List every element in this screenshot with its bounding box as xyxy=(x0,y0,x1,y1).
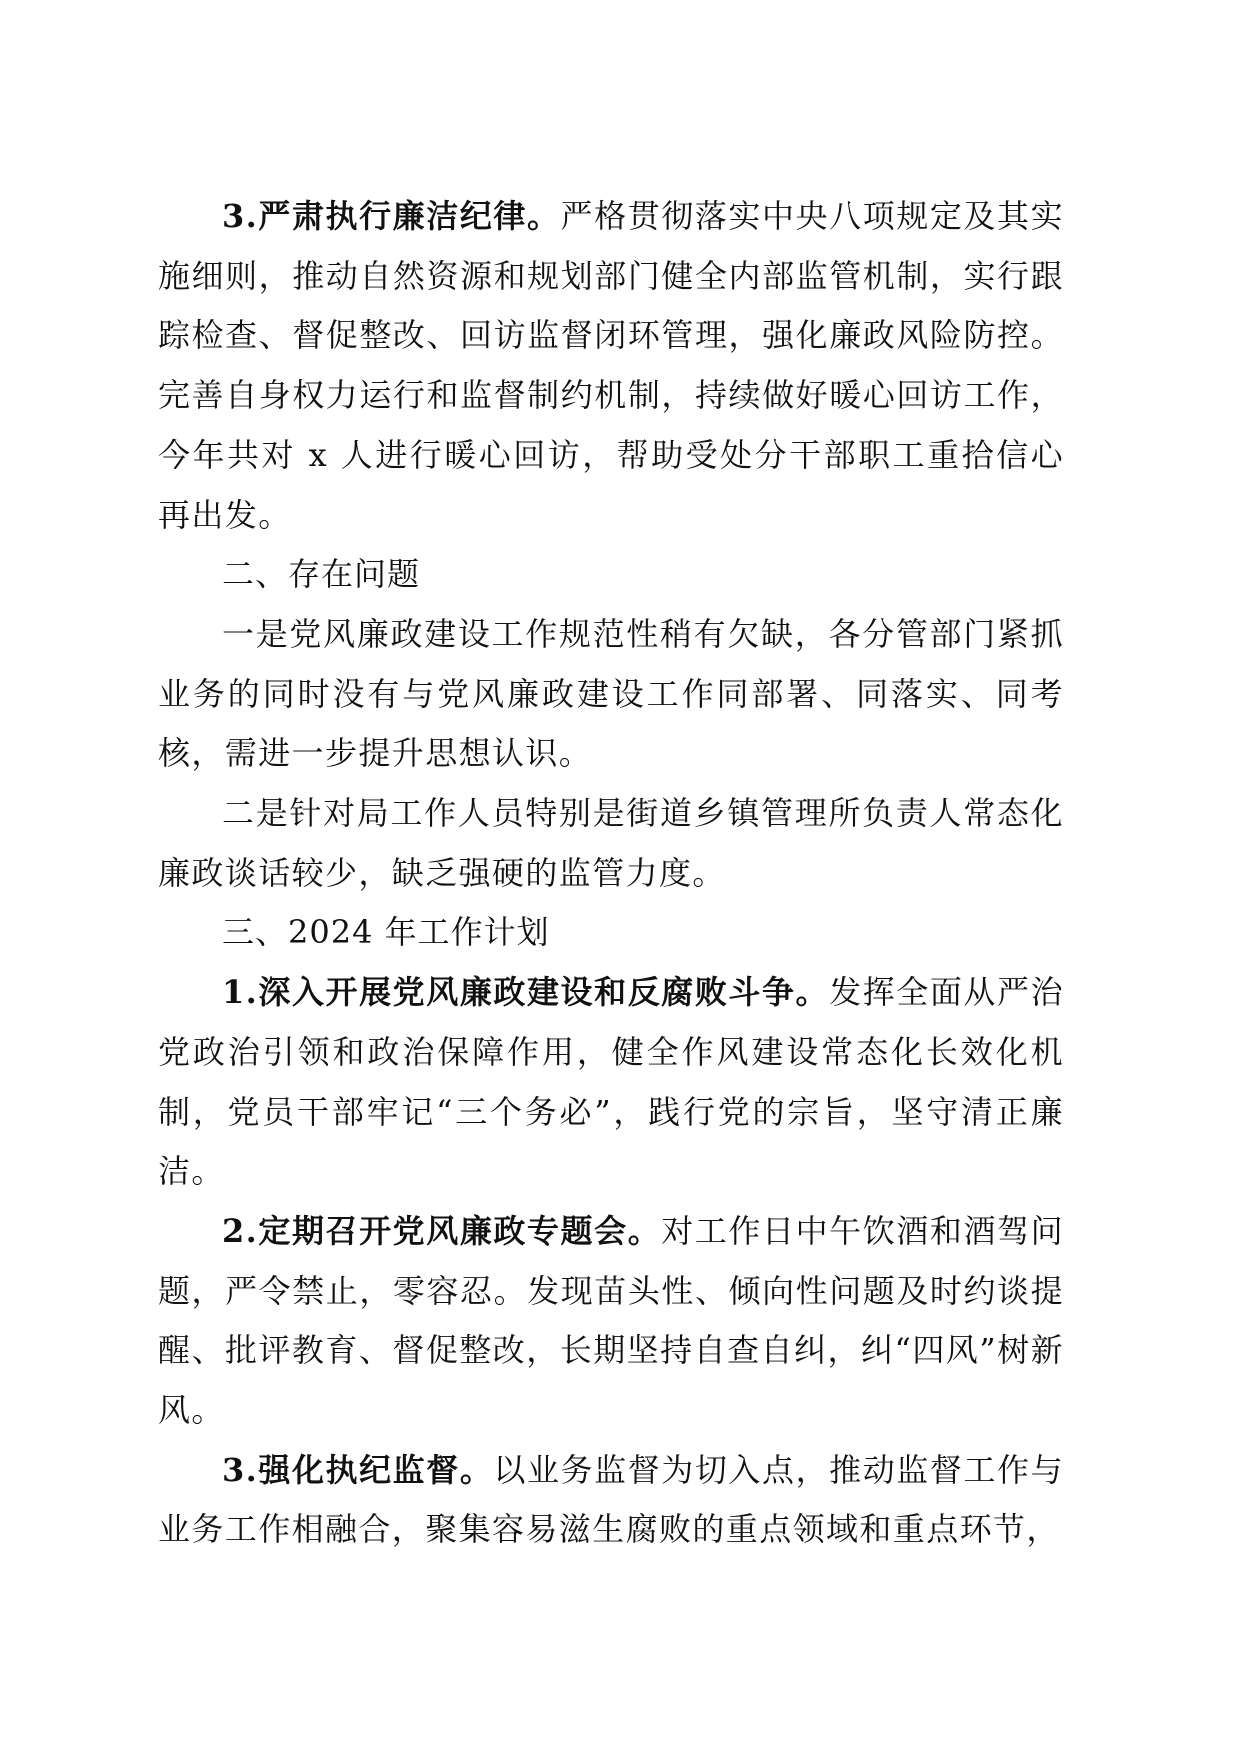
paragraph-lead-plan-two: 2.定期召开党风廉政专题会。 xyxy=(222,1211,662,1250)
paragraph-lead-plan-one: 1.深入开展党风廉政建设和反腐败斗争。 xyxy=(222,973,830,1012)
paragraph-lead-plan-three: 3.强化执纪监督。 xyxy=(222,1450,494,1489)
paragraph-problem-one xyxy=(158,605,1064,784)
section-heading-problems xyxy=(158,545,1064,605)
paragraph-discipline xyxy=(158,187,1064,545)
paragraph-text-problem-two: 二是针对局工作人员特别是街道乡镇管理所负责人常态化廉政谈话较少，缺乏强硬的监管力度。 xyxy=(158,794,1064,892)
paragraph-lead-discipline: 3.严肃执行廉洁纪律。 xyxy=(222,197,561,235)
section-heading-plan xyxy=(158,903,1064,963)
paragraph-plan-three xyxy=(158,1441,1064,1560)
paragraph-text-problem-one: 一是党风廉政建设工作规范性稍有欠缺，各分管部门紧抓业务的同时没有与党风廉政建设工作同部署、同落实、同考核，需进一步提升思想认识。 xyxy=(158,614,1064,773)
paragraph-text-discipline: 严格贯彻落实中央八项规定及其实施细则，推动自然资源和规划部门健全内部监管机制，实行跟踪检查、督促整改、回访监督闭环管理，强化廉政风险防控。完善自身权力运行和监督制约机制，持续做好暖心回访工作，今年共对 x 人进行暖心回访，帮助受处分干部职工重拾信心再出发。 xyxy=(158,197,1064,534)
paragraph-text-plan-one: 发挥全面从严治党政治引领和政治保障作用，健全作风建设常态化长效化机制，党员干部牢记“三个务必”，践行党的宗旨，坚守清正廉洁。 xyxy=(158,973,1064,1191)
section-heading-plan-text: 三、2024 年工作计划 xyxy=(222,913,550,952)
paragraph-plan-two xyxy=(158,1202,1064,1441)
paragraph-problem-two xyxy=(158,784,1064,903)
document-body xyxy=(158,187,1064,1560)
section-heading-problems-text: 二、存在问题 xyxy=(222,555,421,594)
paragraph-plan-one xyxy=(158,963,1064,1202)
paragraph-text-plan-three: 以业务监督为切入点，推动监督工作与业务工作相融合，聚集容易滋生腐败的重点领域和重点环节， xyxy=(158,1450,1064,1549)
paragraph-text-plan-two: 对工作日中午饮酒和酒驾问题，严令禁止，零容忍。发现苗头性、倾向性问题及时约谈提醒、批评教育、督促整改，长期坚持自查自纠，纠“四风”树新风。 xyxy=(158,1211,1064,1430)
